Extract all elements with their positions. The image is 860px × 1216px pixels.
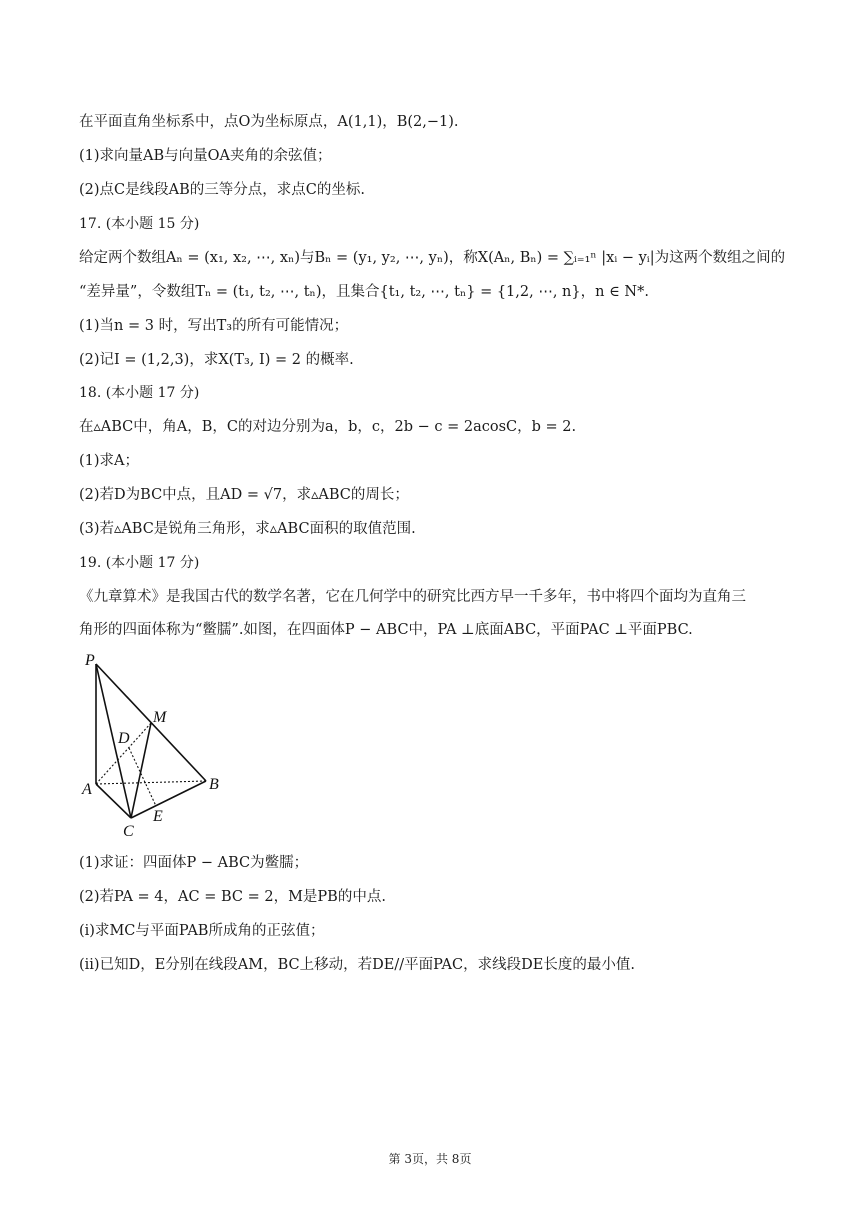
problem18-part2: (2)若D为BC中点，且AD = √7，求▵ABC的周长； — [79, 487, 409, 503]
problem19-heading: 19. (本小题 17 分) — [79, 555, 200, 571]
problem16-part1: (1)求向量AB与向量OA夹角的余弦值； — [79, 148, 332, 164]
problem19-text-2: 角形的四面体称为“鳖臑”.如图，在四面体P − ABC中，PA ⊥底面ABC，平面PAC ⊥平面PBC. — [79, 622, 693, 638]
edge-AC — [96, 784, 131, 818]
problem19-text-1: 《九章算术》是我国古代的数学名著，它在几何学中的研究比西方早一千多年，书中将四个面均为直角三 — [79, 589, 746, 605]
problem16-part2: (2)点C是线段AB的三等分点，求点C的坐标. — [79, 182, 365, 198]
problem19-part1: (1)求证：四面体P − ABC为鳖臑； — [79, 855, 309, 871]
problem19-part2: (2)若PA = 4，AC = BC = 2，M是PB的中点. — [79, 889, 386, 905]
problem17-text-2: “差异量”，令数组Tₙ = (t₁, t₂, ⋯, tₙ)，且集合{t₁, t₂, ⋯, tₙ} = {1,2, ⋯, n}，n ∈ N*. — [79, 284, 649, 300]
problem18-part1: (1)求A； — [79, 453, 140, 469]
edge-CB — [131, 781, 206, 818]
problem17-text-1: 给定两个数组Aₙ = (x₁, x₂, ⋯, xₙ)与Bₙ = (y₁, y₂, ⋯, yₙ)，称X(Aₙ, Bₙ) = ∑ᵢ₌₁ⁿ |xᵢ − yᵢ|为这两个数组之间的 — [79, 250, 786, 266]
label-E: E — [153, 808, 163, 825]
tetrahedron-diagram — [76, 648, 236, 838]
label-P: P — [85, 652, 95, 669]
segment-DE-hidden — [129, 748, 156, 806]
edge-PB — [96, 664, 206, 781]
label-M: M — [153, 709, 167, 726]
problem19-part2-ii: (ii)已知D，E分别在线段AM，BC上移动，若DE//平面PAC，求线段DE长度的最小值. — [79, 957, 635, 973]
label-D: D — [118, 730, 130, 747]
label-B: B — [209, 776, 219, 793]
problem18-heading: 18. (本小题 17 分) — [79, 385, 200, 401]
page-footer: 第 3页，共 8页 — [388, 1152, 472, 1166]
tetrahedron-figure — [76, 648, 236, 838]
problem17-part1: (1)当n = 3 时，写出T₃的所有可能情况； — [79, 318, 349, 334]
problem17-part2: (2)记I = (1,2,3)，求X(T₃, I) = 2 的概率. — [79, 352, 354, 368]
problem16-intro: 在平面直角坐标系中，点O为坐标原点，A(1,1)，B(2,−1). — [79, 114, 459, 130]
label-C: C — [123, 823, 134, 840]
problem18-part3: (3)若▵ABC是锐角三角形，求▵ABC面积的取值范围. — [79, 521, 416, 537]
segment-MC — [131, 723, 151, 818]
problem19-part2-i: (i)求MC与平面PAB所成角的正弦值； — [79, 923, 325, 939]
problem17-heading: 17. (本小题 15 分) — [79, 216, 200, 232]
edge-AB-hidden — [96, 781, 206, 784]
label-A: A — [82, 781, 92, 798]
problem18-text: 在▵ABC中，角A，B，C的对边分别为a，b，c，2b − c = 2acosC，b = 2. — [79, 419, 577, 435]
